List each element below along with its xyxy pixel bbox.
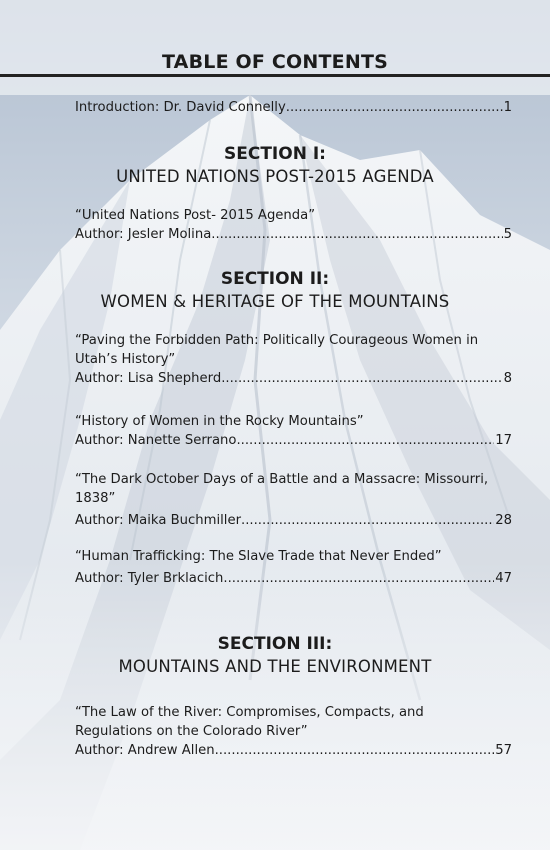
section-heading-1 — [0, 144, 550, 188]
section-heading-2 — [0, 269, 550, 313]
entry-author: Author: Nanette Serrano — [75, 433, 237, 448]
section-label: SECTION III: — [217, 634, 333, 654]
toc-entry[interactable] — [75, 703, 512, 760]
entry-title-line-2: Utah’s History” — [75, 352, 176, 367]
entry-title: “History of Women in the Rocky Mountains” — [75, 414, 364, 429]
page-number: 17 — [495, 433, 512, 448]
entry-author: Author: Tyler Brklacich — [75, 571, 224, 586]
toc-entry[interactable] — [75, 470, 512, 530]
toc-entry[interactable] — [75, 412, 512, 450]
section-label: SECTION II: — [220, 269, 330, 289]
entry-title-line-1: “The Law of the River: Compromises, Compacts, and — [75, 705, 424, 720]
page-title: TABLE OF CONTENTS — [161, 51, 388, 73]
leader-dots — [286, 98, 503, 117]
entry-author: Author: Maika Buchmiller — [75, 513, 241, 528]
entry-author: Author: Lisa Shepherd — [75, 371, 222, 386]
section-label: SECTION I: — [224, 144, 326, 164]
leader-dots — [221, 369, 502, 388]
page-number: 57 — [495, 743, 512, 758]
toc-entry[interactable] — [75, 547, 512, 588]
section-name: UNITED NATIONS POST-2015 AGENDA — [116, 167, 434, 186]
toc-entry-text: Introduction: Dr. David Connelly — [75, 100, 286, 115]
page-number: 8 — [503, 371, 512, 386]
page-number: 47 — [495, 571, 512, 586]
leader-dots — [223, 569, 494, 588]
entry-title-line-1: “The Dark October Days of a Battle and a Massacre: Missourri, — [75, 472, 489, 487]
title-rule — [0, 74, 550, 77]
entry-author: Author: Andrew Allen — [75, 743, 215, 758]
toc-entry[interactable] — [75, 206, 512, 244]
section-name: MOUNTAINS AND THE ENVIRONMENT — [118, 657, 432, 676]
toc-entry-introduction[interactable] — [75, 98, 512, 117]
page-number: 1 — [503, 100, 512, 115]
section-name: WOMEN & HERITAGE OF THE MOUNTAINS — [100, 292, 450, 311]
entry-title-line-2: Regulations on the Colorado River” — [75, 724, 308, 739]
leader-dots — [215, 741, 495, 760]
section-heading-3 — [0, 634, 550, 678]
leader-dots — [236, 431, 494, 450]
page-number: 28 — [495, 513, 512, 528]
leader-dots — [211, 225, 502, 244]
page-number: 5 — [503, 227, 512, 242]
entry-title: “Human Trafficking: The Slave Trade that Never Ended” — [75, 549, 442, 564]
entry-author: Author: Jesler Molina — [75, 227, 212, 242]
entry-title-line-1: “Paving the Forbidden Path: Politically Courageous Women in — [75, 333, 479, 348]
entry-title: “United Nations Post- 2015 Agenda” — [75, 208, 316, 223]
leader-dots — [241, 511, 494, 530]
entry-title-line-2: 1838” — [75, 491, 116, 506]
toc-entry[interactable] — [75, 331, 512, 388]
